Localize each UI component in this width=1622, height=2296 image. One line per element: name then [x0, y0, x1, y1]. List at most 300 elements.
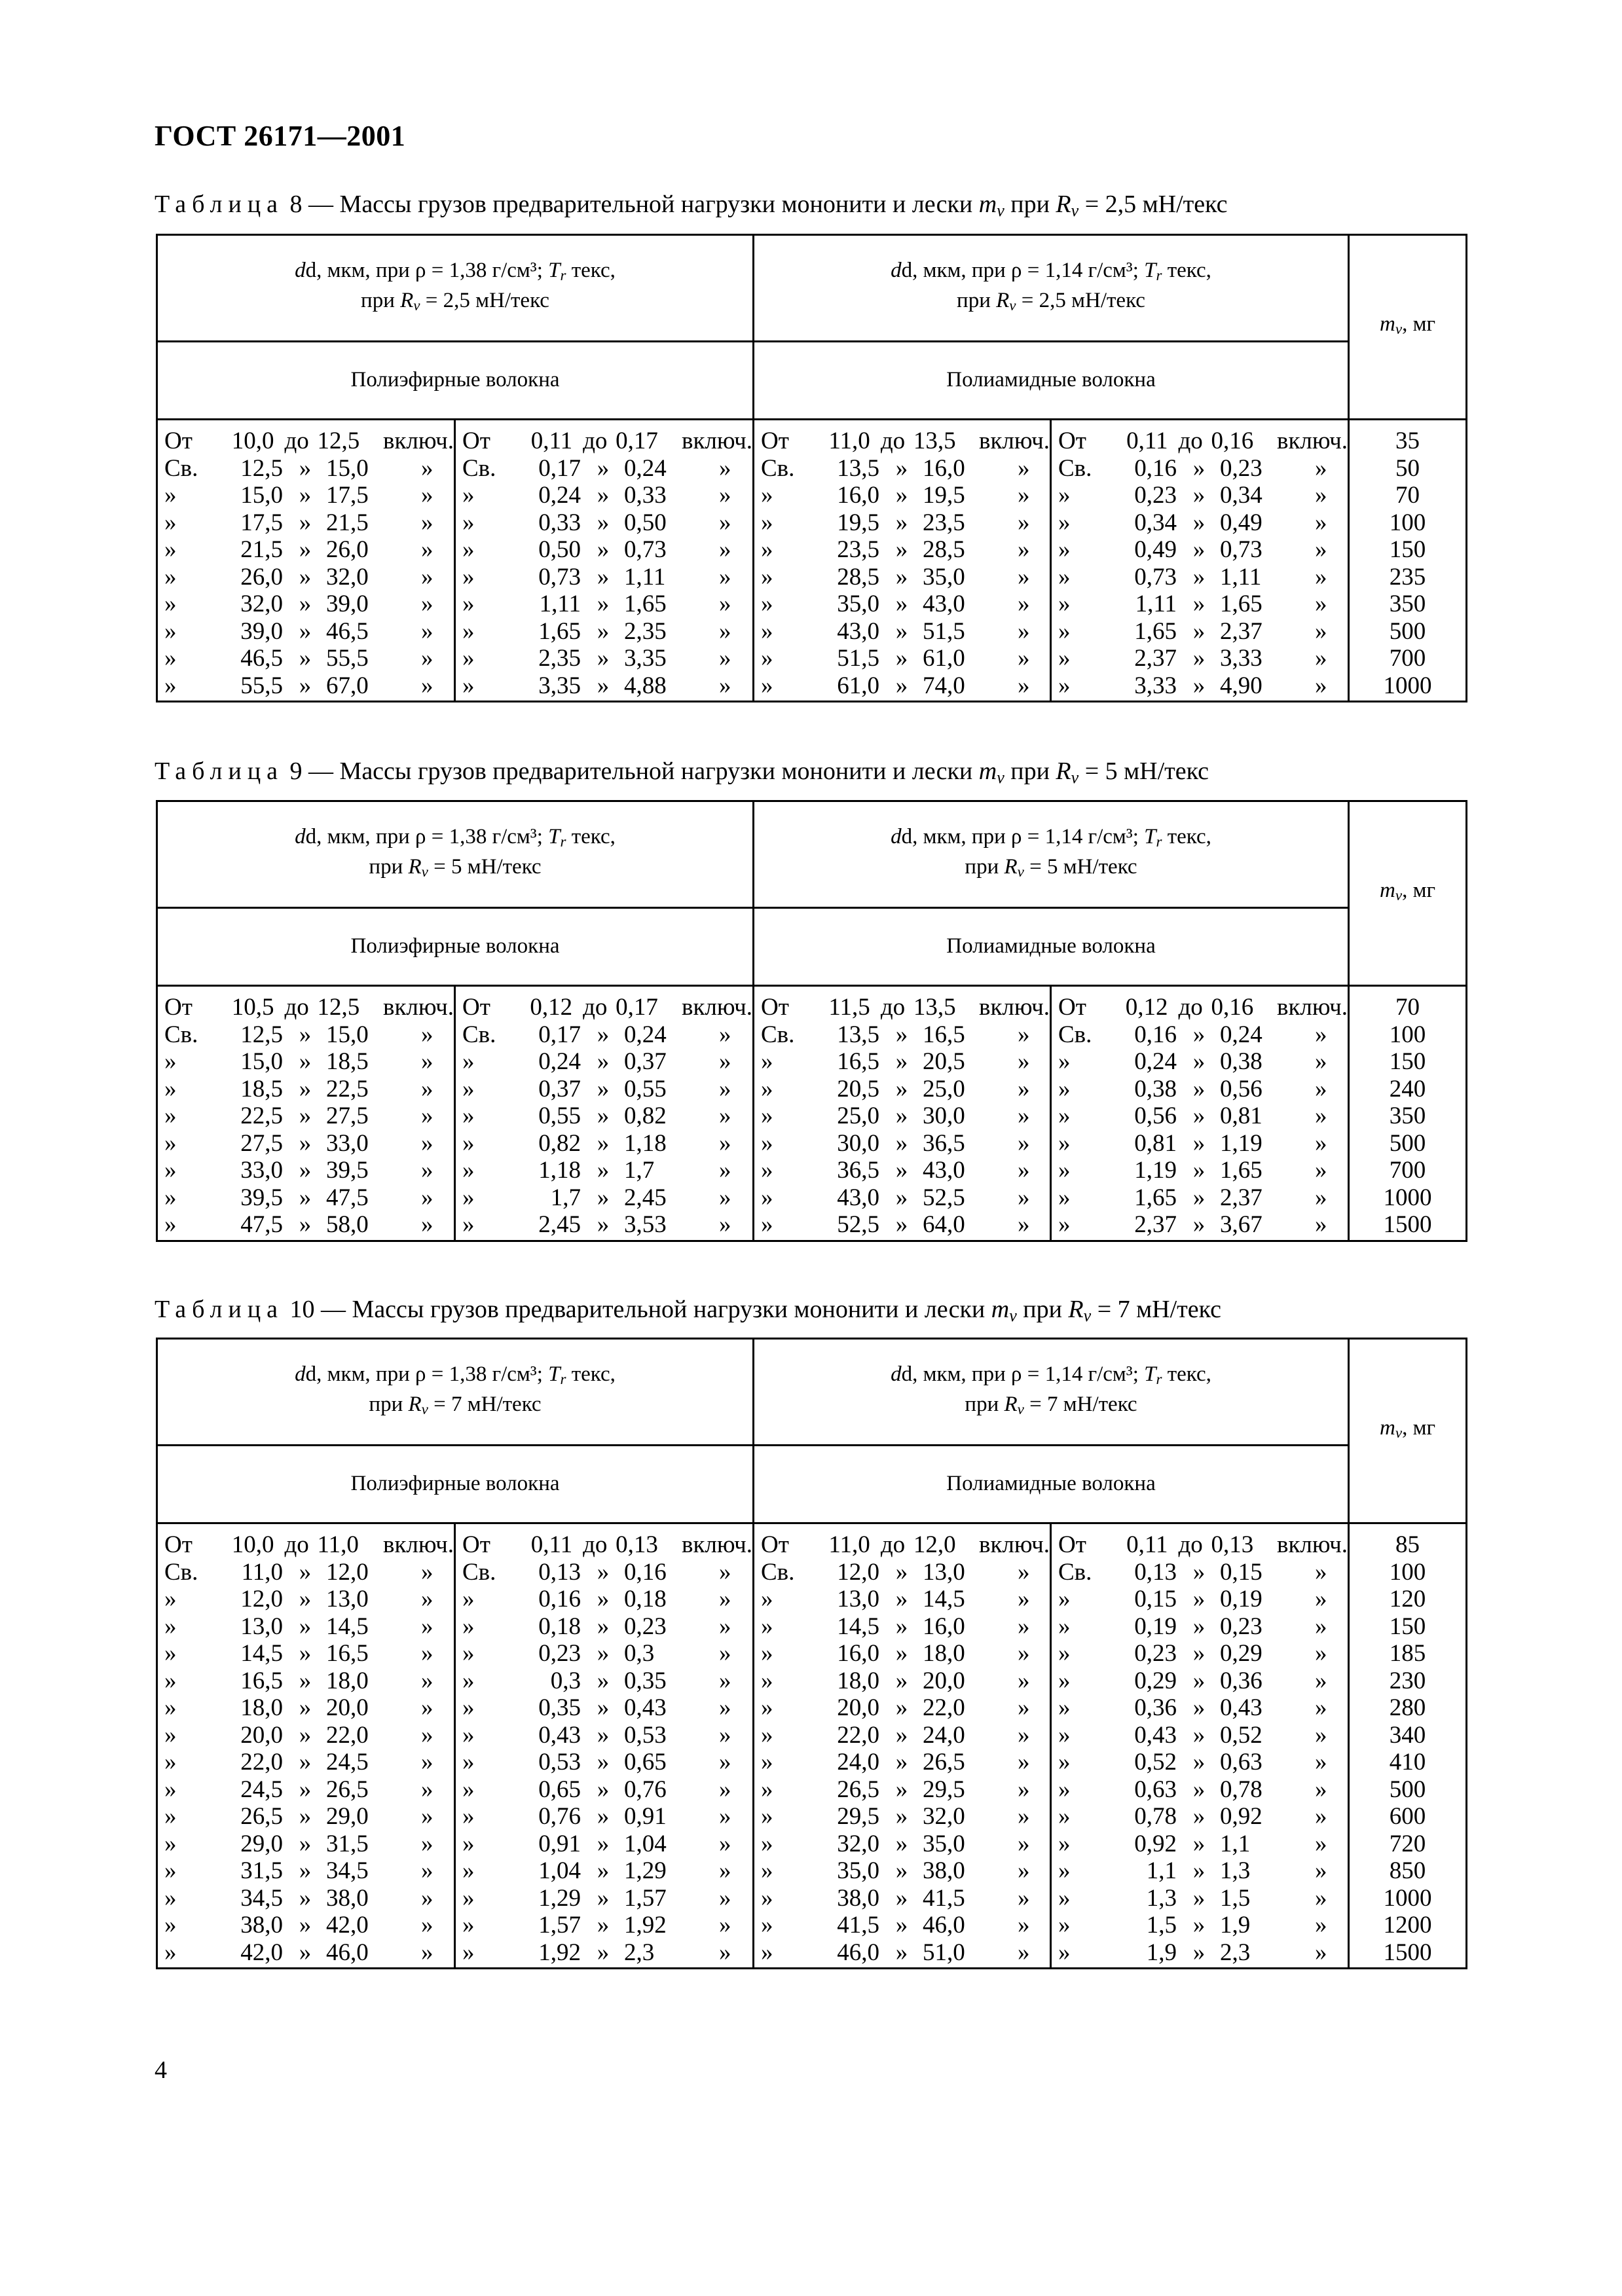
range-to: 3,35 — [624, 645, 667, 672]
range-from: 18,0 — [240, 1694, 283, 1721]
range-prefix: » — [462, 1694, 475, 1721]
range-suffix: » — [1018, 1157, 1030, 1184]
range-row — [754, 1613, 1050, 1641]
range-prefix: » — [1058, 509, 1071, 536]
range-suffix: » — [1018, 1129, 1030, 1157]
range-suffix: » — [421, 1157, 433, 1184]
range-row — [158, 1912, 454, 1939]
header-text: текс, — [1162, 259, 1211, 282]
range-prefix: » — [1058, 1586, 1071, 1613]
range-prefix: » — [761, 1749, 773, 1776]
range-row — [754, 455, 1050, 483]
range-to: 13,5 — [913, 428, 956, 454]
range-sep: » — [597, 1586, 610, 1613]
range-suffix: » — [1315, 509, 1327, 536]
range-row — [1052, 536, 1348, 564]
caption-m: m — [978, 191, 997, 218]
range-suffix: » — [719, 1184, 731, 1211]
header-d-line — [891, 259, 1211, 282]
range-sep: » — [1192, 1694, 1206, 1721]
header-text: = 2,5 мН/текс — [1016, 289, 1145, 312]
range-sep: » — [299, 1586, 312, 1613]
range-to: 0,24 — [624, 454, 667, 482]
range-prefix: От — [462, 1531, 490, 1558]
polyamide-d-column — [754, 420, 1051, 702]
range-row — [1052, 509, 1348, 537]
range-from: 0,73 — [1134, 563, 1177, 591]
range-sep: » — [299, 1184, 312, 1211]
range-prefix: » — [761, 1048, 773, 1075]
range-from: 13,0 — [240, 1613, 283, 1640]
range-prefix: » — [164, 1613, 177, 1640]
range-sep: » — [299, 1749, 312, 1776]
range-prefix: От — [1058, 428, 1086, 454]
header-m: m — [1380, 879, 1395, 903]
range-from: 16,0 — [837, 482, 879, 509]
group-polyester: Полиэфирные волокна — [157, 908, 754, 986]
header-text: при — [361, 289, 401, 312]
range-from: 15,0 — [240, 482, 283, 509]
range-prefix: » — [1058, 672, 1071, 699]
range-sep: » — [299, 1694, 312, 1721]
range-from: 0,50 — [538, 536, 581, 563]
range-prefix: » — [1058, 1211, 1071, 1238]
range-suffix: » — [421, 1102, 433, 1129]
table-8 — [156, 234, 1467, 702]
range-prefix: От — [164, 428, 193, 454]
header-m-unit: , мг — [1402, 312, 1435, 337]
range-to: 0,43 — [624, 1694, 667, 1721]
range-sep: » — [299, 645, 312, 672]
range-row — [456, 1640, 752, 1667]
caption-r-sub: v — [1071, 768, 1079, 787]
range-prefix: » — [1058, 1102, 1071, 1129]
header-text: при — [957, 289, 997, 312]
range-row — [456, 1776, 752, 1804]
range-sep: » — [895, 1211, 908, 1238]
range-from: 0,49 — [1134, 536, 1177, 563]
range-row — [456, 591, 752, 618]
range-to: 26,0 — [326, 536, 369, 563]
range-prefix: » — [1058, 1749, 1071, 1776]
range-prefix: От — [462, 994, 490, 1021]
range-sep: » — [597, 1749, 610, 1776]
range-prefix: » — [164, 509, 177, 536]
mass-value: 1000 — [1383, 1884, 1432, 1912]
caption-m: m — [978, 757, 997, 785]
range-sep: » — [1192, 1613, 1206, 1640]
range-row — [1052, 994, 1348, 1021]
range-prefix: » — [1058, 1075, 1071, 1102]
range-suffix: » — [719, 591, 731, 617]
range-suffix: » — [1315, 645, 1327, 672]
range-from: 1,18 — [538, 1157, 581, 1184]
header-r-sub: v — [1017, 1401, 1024, 1417]
range-prefix: » — [761, 1184, 773, 1211]
header-text: = 7 мН/текс — [1023, 1393, 1137, 1416]
range-prefix: » — [164, 1157, 177, 1184]
range-sep: » — [1192, 1102, 1206, 1129]
range-prefix: Св. — [164, 454, 198, 482]
range-from: 2,37 — [1134, 645, 1177, 672]
header-r: R — [400, 289, 414, 312]
range-suffix: » — [1315, 672, 1327, 699]
range-sep: » — [895, 645, 908, 672]
mass-value: 150 — [1389, 536, 1426, 563]
range-from: 1,3 — [1146, 1884, 1177, 1912]
range-to: 23,5 — [923, 509, 965, 536]
range-suffix: » — [1315, 1558, 1327, 1586]
range-sep: до — [880, 428, 906, 454]
caption-number: 9 — [289, 757, 303, 785]
range-sep: » — [597, 563, 610, 591]
range-row — [456, 1667, 752, 1695]
range-prefix: » — [164, 1749, 177, 1776]
range-row — [158, 1586, 454, 1613]
range-suffix: » — [1315, 1830, 1327, 1857]
range-sep: » — [597, 1803, 610, 1830]
range-sep: » — [597, 1102, 610, 1129]
range-suffix: » — [719, 1667, 731, 1694]
range-to: 26,5 — [923, 1749, 965, 1776]
range-prefix: » — [462, 563, 475, 591]
range-prefix: » — [164, 1803, 177, 1830]
range-from: 16,5 — [240, 1667, 283, 1694]
range-sep: » — [895, 536, 908, 563]
header-text: текс, — [1162, 1362, 1211, 1386]
range-suffix: » — [1315, 1721, 1327, 1749]
range-from: 0,24 — [538, 482, 581, 509]
range-suffix: » — [719, 1613, 731, 1640]
header-r-sub: v — [421, 864, 428, 880]
mass-value: 1000 — [1383, 672, 1432, 699]
range-suffix: » — [1018, 1912, 1030, 1939]
range-from: 42,0 — [240, 1939, 283, 1966]
range-row — [158, 1803, 454, 1831]
header-text: при — [965, 1393, 1005, 1416]
range-sep: » — [1192, 1912, 1206, 1939]
range-prefix: » — [164, 1939, 177, 1966]
range-suffix: » — [719, 1939, 731, 1966]
range-prefix: Св. — [1058, 1021, 1092, 1048]
range-to: 22,0 — [326, 1721, 369, 1749]
range-suffix: » — [719, 563, 731, 591]
range-to: 1,3 — [1220, 1857, 1251, 1884]
range-to: 14,5 — [923, 1586, 965, 1613]
range-sep: » — [1192, 591, 1206, 617]
range-sep: » — [597, 1694, 610, 1721]
mass-value: 850 — [1389, 1857, 1426, 1884]
range-sep: » — [1192, 1211, 1206, 1238]
range-row — [754, 1694, 1050, 1722]
polyester-t-column — [455, 1523, 754, 1969]
range-row — [158, 455, 454, 483]
range-suffix: » — [1315, 1184, 1327, 1211]
range-from: 39,0 — [240, 617, 283, 645]
range-suffix: включ. — [1276, 994, 1348, 1021]
range-suffix: » — [1018, 1776, 1030, 1803]
mass-column — [1349, 420, 1467, 702]
range-from: 0,11 — [1126, 428, 1168, 454]
range-from: 0,16 — [538, 1586, 581, 1613]
range-prefix: » — [462, 509, 475, 536]
range-sep: » — [1192, 563, 1206, 591]
caption-pri: при — [1016, 1296, 1069, 1323]
range-sep: » — [895, 1102, 908, 1129]
range-prefix: Св. — [164, 1021, 198, 1048]
range-row — [456, 1211, 752, 1239]
range-to: 32,0 — [923, 1803, 965, 1830]
range-suffix: » — [1315, 1157, 1327, 1184]
range-suffix: » — [719, 482, 731, 509]
range-row — [1052, 1803, 1348, 1831]
range-sep: » — [597, 1857, 610, 1884]
mass-value: 410 — [1389, 1749, 1426, 1776]
range-row — [456, 1803, 752, 1831]
range-to: 0,78 — [1220, 1776, 1263, 1803]
range-to: 22,5 — [326, 1075, 369, 1102]
range-row — [456, 1184, 752, 1212]
range-suffix: » — [1315, 563, 1327, 591]
range-prefix: » — [761, 536, 773, 563]
range-to: 51,5 — [923, 617, 965, 645]
range-sep: » — [299, 1640, 312, 1667]
range-suffix: » — [719, 645, 731, 672]
range-to: 20,0 — [923, 1667, 965, 1694]
range-suffix: » — [421, 1857, 433, 1884]
range-from: 46,5 — [240, 645, 283, 672]
range-suffix: » — [1018, 1021, 1030, 1048]
range-suffix: » — [421, 672, 433, 699]
range-row — [1052, 482, 1348, 509]
header-t-sub: r — [1156, 1371, 1162, 1387]
range-prefix: » — [761, 617, 773, 645]
range-sep: » — [895, 563, 908, 591]
header-d: d — [891, 825, 902, 848]
range-row — [754, 1531, 1050, 1559]
range-sep: » — [597, 536, 610, 563]
range-row — [754, 1857, 1050, 1885]
range-suffix: » — [421, 563, 433, 591]
range-from: 12,5 — [240, 454, 283, 482]
range-suffix: » — [719, 1803, 731, 1830]
range-to: 29,5 — [923, 1776, 965, 1803]
header-d: d — [295, 259, 306, 282]
range-to: 74,0 — [923, 672, 965, 699]
range-sep: » — [895, 1776, 908, 1803]
range-sep: » — [597, 1830, 610, 1857]
header-text: при — [369, 1393, 409, 1416]
range-sep: » — [895, 1613, 908, 1640]
range-suffix: » — [719, 1640, 731, 1667]
range-row — [456, 536, 752, 564]
range-suffix: включ. — [681, 994, 752, 1021]
range-prefix: От — [462, 428, 490, 454]
range-prefix: » — [164, 1048, 177, 1075]
range-from: 16,0 — [837, 1640, 879, 1667]
range-to: 0,13 — [616, 1531, 658, 1558]
range-from: 0,82 — [538, 1129, 581, 1157]
range-from: 52,5 — [837, 1211, 879, 1238]
range-from: 10,0 — [231, 428, 274, 454]
range-sep: » — [299, 672, 312, 699]
range-prefix: » — [1058, 1912, 1071, 1939]
range-suffix: » — [719, 1021, 731, 1048]
range-suffix: » — [1315, 1129, 1327, 1157]
range-prefix: Св. — [1058, 454, 1092, 482]
range-row — [754, 1939, 1050, 1967]
range-to: 12,0 — [326, 1558, 369, 1586]
range-sep: » — [299, 1211, 312, 1238]
range-sep: » — [597, 509, 610, 536]
range-sep: » — [1192, 645, 1206, 672]
range-to: 1,92 — [624, 1912, 667, 1939]
range-to: 34,5 — [326, 1857, 369, 1884]
range-from: 61,0 — [837, 672, 879, 699]
header-text: d, мкм, при ρ = 1,14 г/см³; — [901, 1362, 1145, 1386]
range-from: 22,0 — [240, 1749, 283, 1776]
range-sep: » — [895, 1667, 908, 1694]
range-sep: » — [1192, 1776, 1206, 1803]
range-suffix: » — [719, 1102, 731, 1129]
range-row — [456, 1130, 752, 1157]
range-suffix: » — [1018, 1613, 1030, 1640]
header-left — [157, 1339, 754, 1446]
range-row — [158, 1667, 454, 1695]
range-suffix: » — [421, 1749, 433, 1776]
range-from: 10,5 — [231, 994, 274, 1021]
range-prefix: » — [761, 1884, 773, 1912]
range-from: 34,5 — [240, 1884, 283, 1912]
range-suffix: » — [719, 509, 731, 536]
range-suffix: включ. — [681, 1531, 752, 1558]
range-suffix: » — [421, 1048, 433, 1075]
range-prefix: » — [1058, 1721, 1071, 1749]
range-suffix: » — [421, 454, 433, 482]
range-row — [456, 1722, 752, 1749]
range-suffix: » — [719, 1157, 731, 1184]
range-row — [158, 1130, 454, 1157]
range-from: 0,43 — [1134, 1721, 1177, 1749]
range-suffix: » — [719, 1694, 731, 1721]
range-to: 51,0 — [923, 1939, 965, 1966]
header-text: d, мкм, при ρ = 1,38 г/см³; — [305, 259, 549, 282]
range-to: 0,76 — [624, 1776, 667, 1803]
caption-label: Таблица — [155, 191, 284, 218]
range-suffix: » — [1315, 1749, 1327, 1776]
range-from: 12,0 — [240, 1586, 283, 1613]
range-row — [754, 618, 1050, 646]
range-to: 29,0 — [326, 1803, 369, 1830]
range-from: 0,81 — [1134, 1129, 1177, 1157]
range-prefix: Св. — [164, 1558, 198, 1586]
table-body-row — [157, 420, 1467, 702]
range-row — [754, 1211, 1050, 1239]
range-to: 28,5 — [923, 536, 965, 563]
range-row — [158, 428, 454, 455]
range-from: 11,0 — [828, 1531, 870, 1558]
range-sep: » — [1192, 1803, 1206, 1830]
range-prefix: » — [164, 1857, 177, 1884]
range-prefix: » — [164, 1912, 177, 1939]
header-text: = 7 мН/текс — [428, 1393, 542, 1416]
range-to: 0,34 — [1220, 482, 1263, 509]
range-sep: » — [299, 1613, 312, 1640]
range-sep: » — [1192, 536, 1206, 563]
range-to: 0,50 — [624, 509, 667, 536]
range-suffix: » — [421, 1558, 433, 1586]
range-from: 1,57 — [538, 1912, 581, 1939]
header-t: T — [1144, 1362, 1156, 1386]
range-row — [158, 1831, 454, 1858]
range-from: 0,43 — [538, 1721, 581, 1749]
range-to: 0,49 — [1220, 509, 1263, 536]
range-from: 0,24 — [538, 1048, 581, 1075]
range-from: 1,11 — [1135, 591, 1177, 617]
range-suffix: » — [719, 1857, 731, 1884]
caption-value: = 7 мН/текс — [1091, 1296, 1222, 1323]
range-to: 18,5 — [326, 1048, 369, 1075]
range-sep: » — [597, 1021, 610, 1048]
range-suffix: » — [421, 1211, 433, 1238]
mass-value: 85 — [1395, 1531, 1420, 1558]
range-to: 16,5 — [923, 1021, 965, 1048]
range-row — [754, 1640, 1050, 1667]
range-row — [754, 1102, 1050, 1130]
range-to: 0,29 — [1220, 1640, 1263, 1667]
range-to: 0,19 — [1220, 1586, 1263, 1613]
range-to: 0,92 — [1220, 1803, 1263, 1830]
range-from: 1,19 — [1134, 1157, 1177, 1184]
range-prefix: » — [1058, 1857, 1071, 1884]
range-suffix: » — [1018, 645, 1030, 672]
range-row — [754, 428, 1050, 455]
range-row — [456, 1076, 752, 1103]
range-prefix: » — [462, 645, 475, 672]
range-row — [158, 1939, 454, 1967]
range-prefix: Св. — [1058, 1558, 1092, 1586]
header-text: = 5 мН/текс — [428, 855, 542, 879]
range-prefix: » — [164, 645, 177, 672]
range-row — [1052, 591, 1348, 618]
range-from: 2,37 — [1134, 1211, 1177, 1238]
range-from: 38,0 — [240, 1912, 283, 1939]
header-t-sub: r — [560, 267, 566, 283]
caption-text: — Массы грузов предварительной нагрузки мононити и лески — [302, 757, 979, 785]
range-suffix: » — [719, 1558, 731, 1586]
range-sep: до — [583, 1531, 608, 1558]
range-row — [754, 1749, 1050, 1776]
range-row — [1052, 1531, 1348, 1559]
range-row — [754, 1722, 1050, 1749]
range-sep: » — [597, 1184, 610, 1211]
range-suffix: » — [1315, 1021, 1327, 1048]
range-to: 16,0 — [923, 1613, 965, 1640]
range-prefix: » — [164, 1129, 177, 1157]
header-text: текс, — [566, 259, 616, 282]
range-prefix: » — [761, 1939, 773, 1966]
mass-value: 500 — [1389, 617, 1426, 645]
range-sep: » — [299, 1021, 312, 1048]
range-row — [754, 1021, 1050, 1049]
range-to: 13,0 — [923, 1558, 965, 1586]
range-sep: » — [299, 1912, 312, 1939]
range-suffix: » — [1315, 1694, 1327, 1721]
range-sep: » — [299, 591, 312, 617]
range-prefix: » — [1058, 1884, 1071, 1912]
range-to: 1,1 — [1220, 1830, 1251, 1857]
range-prefix: » — [462, 1776, 475, 1803]
